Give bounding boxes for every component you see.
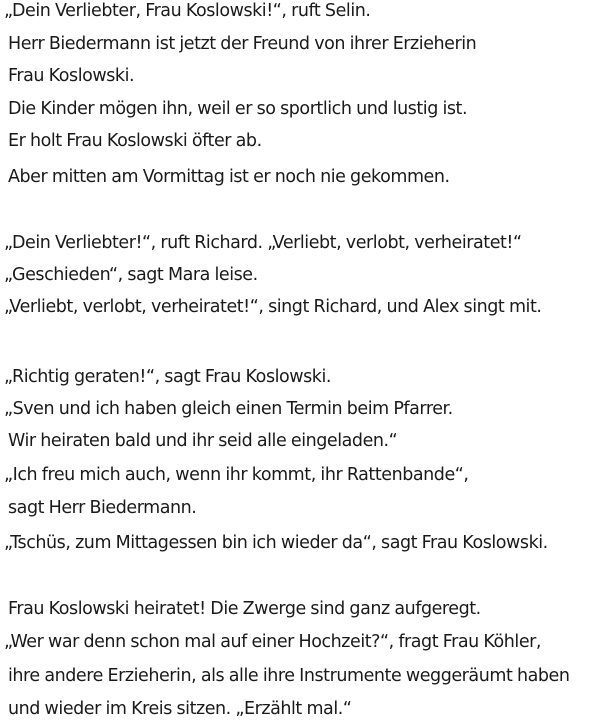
text-line: „Geschieden“, sagt Mara leise. xyxy=(4,265,258,285)
text-line: „Ich freu mich auch, wenn ihr kommt, ihr Rattenbande“, xyxy=(4,465,469,485)
text-line: Frau Koslowski heiratet! Die Zwerge sind ganz aufgeregt. xyxy=(8,599,481,619)
text-line: und wieder im Kreis sitzen. „Erzählt mal.“ xyxy=(8,699,352,719)
text-line: ihre andere Erzieherin, als alle ihre Instrumente weggeräumt haben xyxy=(8,666,570,686)
text-line: Er holt Frau Koslowski öfter ab. xyxy=(8,131,262,151)
text-line: „Sven und ich haben gleich einen Termin beim Pfarrer. xyxy=(4,399,453,419)
text-line: Herr Biedermann ist jetzt der Freund von ihrer Erzieherin xyxy=(8,34,477,54)
text-line: Wir heiraten bald und ihr seid alle eingeladen.“ xyxy=(8,431,398,451)
text-line: Die Kinder mögen ihn, weil er so sportlich und lustig ist. xyxy=(8,99,468,119)
text-line: Frau Koslowski. xyxy=(8,66,135,86)
text-line: „Verliebt, verlobt, verheiratet!“, singt Richard, und Alex singt mit. xyxy=(4,297,542,317)
text-line: „Wer war denn schon mal auf einer Hochzeit?“, fragt Frau Köhler, xyxy=(4,632,541,652)
text-line: „Tschüs, zum Mittagessen bin ich wieder da“, sagt Frau Koslowski. xyxy=(4,533,548,553)
text-line: „Dein Verliebter!“, ruft Richard. „Verliebt, verlobt, verheiratet!“ xyxy=(4,233,522,253)
text-line: „Richtig geraten!“, sagt Frau Koslowski. xyxy=(4,367,332,387)
text-line: sagt Herr Biedermann. xyxy=(8,498,197,518)
text-line: „Dein Verliebter, Frau Koslowski!“, ruft Selin. xyxy=(4,1,371,21)
text-line: Aber mitten am Vormittag ist er noch nie gekommen. xyxy=(8,167,450,187)
